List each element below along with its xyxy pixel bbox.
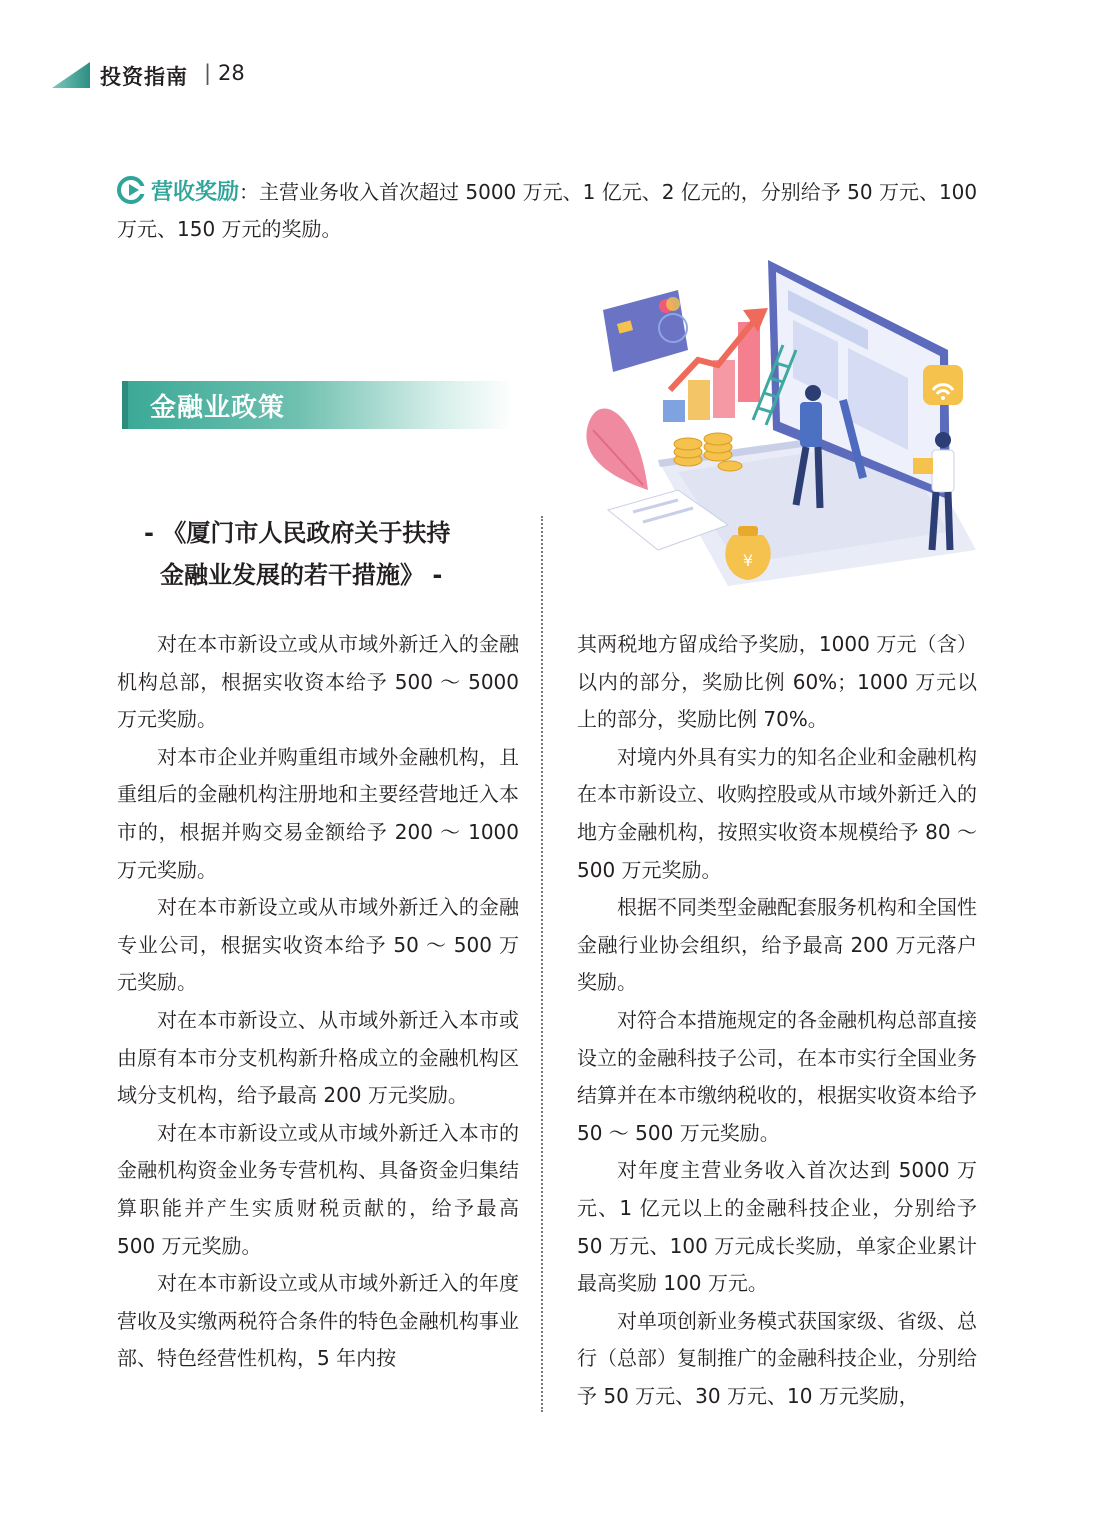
policy-paragraph: 对在本市新设立或从市域外新迁入的金融专业公司，根据实收资本给予 50 ～ 500 万元奖励。 — [117, 895, 519, 995]
section-heading — [122, 381, 512, 429]
section-heading-label: 金融业政策 — [150, 393, 286, 423]
policy-paragraph: 对在本市新设立或从市域外新迁入的年度营收及实缴两税符合条件的特色金融机构事业部、特色经营性机构，5 年内按 — [117, 1271, 519, 1371]
policy-paragraph: 根据不同类型金融配套服务机构和全国性金融行业协会组织，给予最高 200 万元落户奖励。 — [577, 895, 977, 995]
policy-paragraph: 对在本市新设立、从市域外新迁入本市或由原有本市分支机构新升格成立的金融机构区域分支机构，给予最高 200 万元奖励。 — [117, 1007, 519, 1108]
revenue-reward-paragraph — [117, 174, 987, 247]
wifi-icon — [923, 365, 963, 405]
page-number: 28 — [218, 61, 245, 85]
policy-paragraph: 对符合本措施规定的各金融机构总部直接设立的金融科技子公司，在本市实行全国业务结算并在本市缴纳税收的，根据实收资本给予 50 ～ 500 万元奖励。 — [577, 1007, 977, 1145]
column-divider — [541, 516, 543, 1412]
document-title-line-1: - 《厦门市人民政府关于扶持 — [144, 519, 451, 547]
currency-symbol: ¥ — [742, 551, 754, 570]
policy-paragraph: 对单项创新业务模式获国家级、省级、总行（总部）复制推广的金融科技企业，分别给予 50 万元、30 万元、10 万元奖励， — [577, 1308, 977, 1408]
policy-paragraph: 对本市企业并购重组市域外金融机构，且重组后的金融机构注册地和主要经营地迁入本市的，根据并购交易金额给予 200 ～ 1000 万元奖励。 — [117, 744, 519, 882]
fintech-illustration — [578, 250, 978, 586]
guide-title: 投资指南 — [100, 65, 188, 89]
policy-paragraph: 对境内外具有实力的知名企业和金融机构在本市新设立、收购控股或从市域外新迁入的地方金融机构，按照实收资本规模给予 80 ～ 500 万元奖励。 — [577, 744, 977, 882]
document-title — [120, 512, 530, 596]
arrow-bullet-icon — [117, 176, 145, 204]
revenue-reward-label: 营收奖励 — [151, 180, 240, 205]
policy-paragraph: 对在本市新设立或从市域外新迁入本市的金融机构资金业务专营机构、具备资金归集结算职能并产生实质财税贡献的，给予最高 500 万元奖励。 — [117, 1120, 519, 1258]
left-column — [117, 626, 519, 1378]
header-separator: | — [204, 61, 212, 85]
right-column — [577, 626, 977, 1415]
policy-paragraph: 对在本市新设立或从市域外新迁入的金融机构总部，根据实收资本给予 500 ～ 5000 万元奖励。 — [117, 632, 519, 732]
page-header — [52, 58, 452, 92]
leaf-icon — [586, 408, 648, 490]
section-heading-edge — [122, 381, 128, 429]
policy-paragraph: 对年度主营业务收入首次达到 5000 万元、1 亿元以上的金融科技企业，分别给予 50 万元、100 万元成长奖励，单家企业累计最高奖励 100 万元。 — [577, 1158, 977, 1296]
credit-card-icon — [603, 290, 688, 372]
header-triangle-icon — [52, 62, 92, 88]
document-title-line-2: 金融业发展的若干措施》 - — [160, 561, 443, 589]
revenue-reward-text: ：主营业务收入首次超过 5000 万元、1 亿元、2 亿元的，分别给予 50 万元、100 万元、150 万元的奖励。 — [117, 180, 978, 241]
policy-paragraph-continuation: 其两税地方留成给予奖励，1000 万元（含）以内的部分，奖励比例 60%；1000 万元以上的部分，奖励比例 70%。 — [577, 632, 977, 732]
